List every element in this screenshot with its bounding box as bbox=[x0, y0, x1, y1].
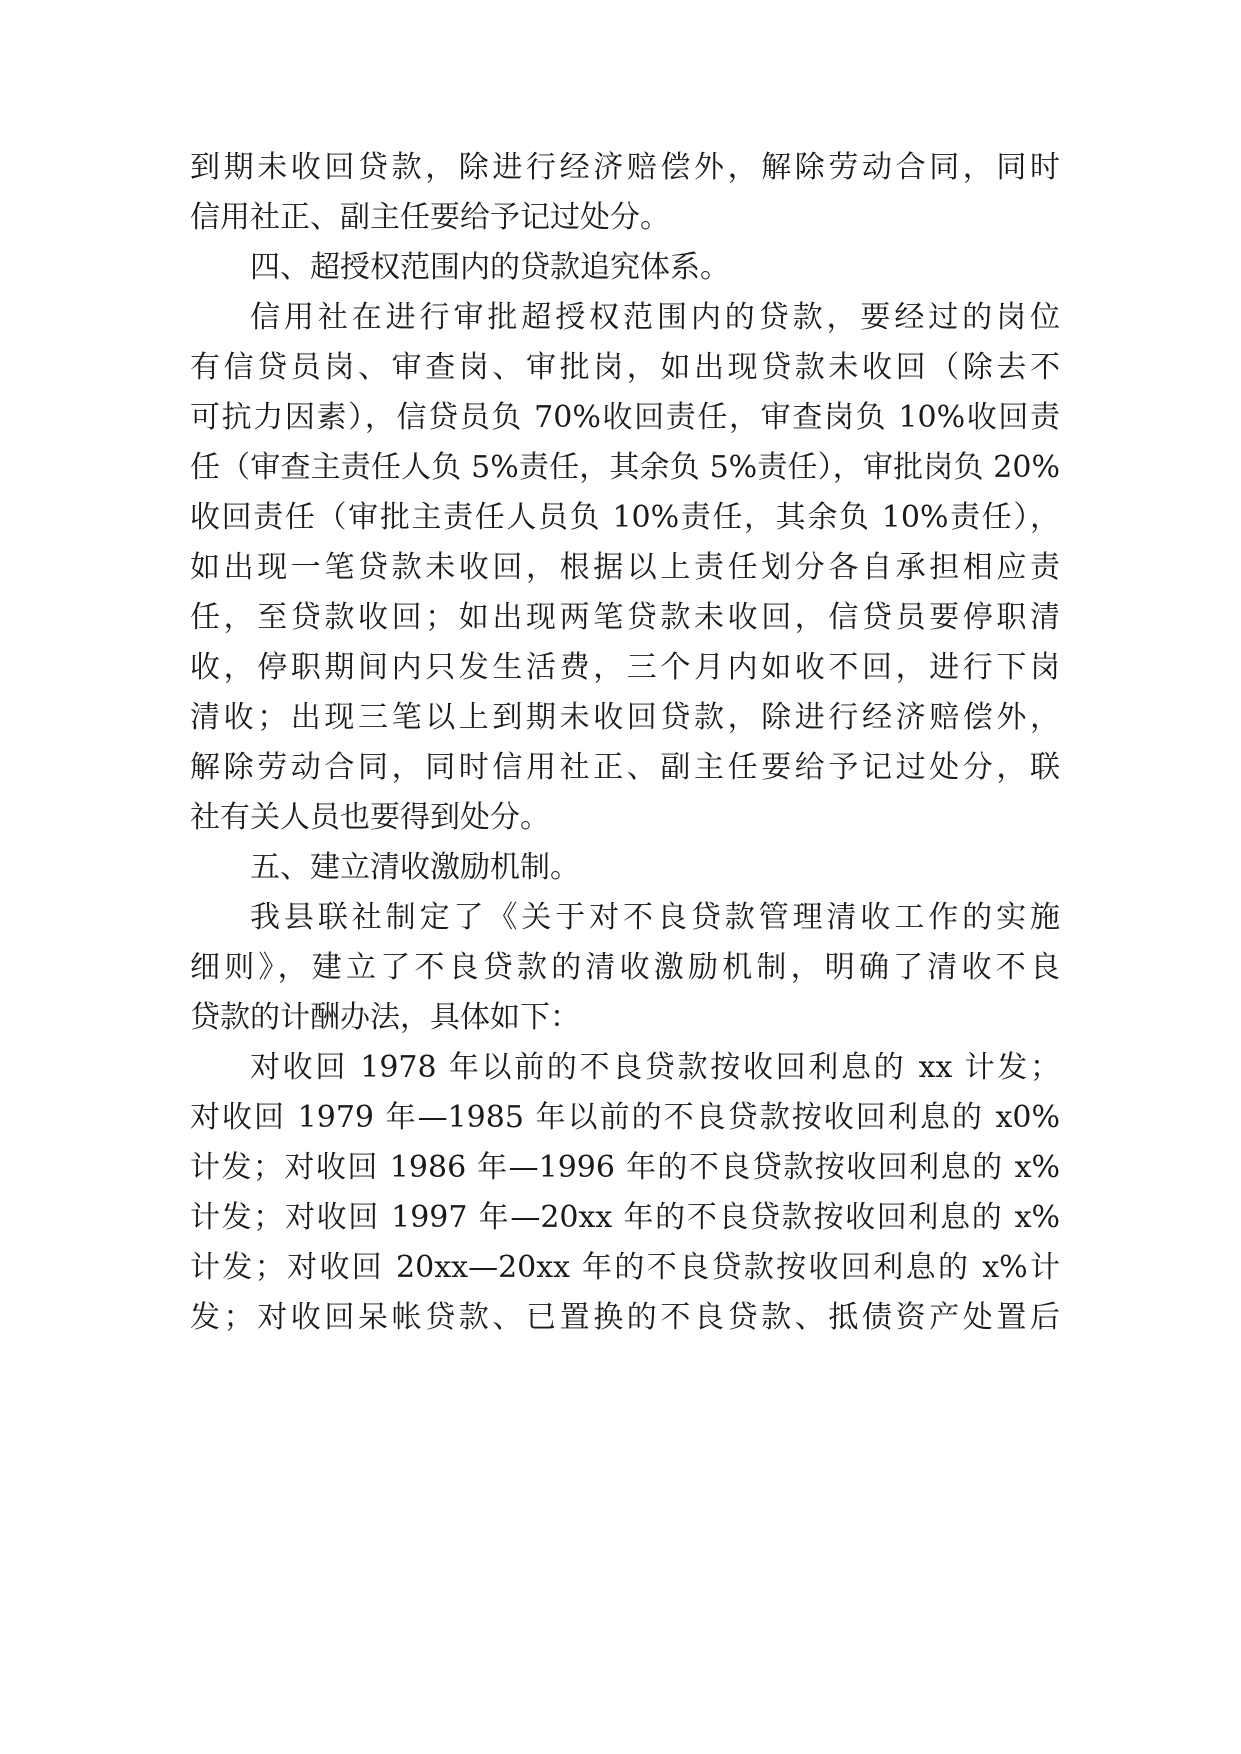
text-line: 可抗力因素），信贷员负 70%收回责任，审查岗负 10%收回责 bbox=[190, 400, 1060, 435]
text-line: 清收；出现三笔以上到期未收回贷款，除进行经济赔偿外， bbox=[190, 700, 1060, 735]
text-line: 信用社在进行审批超授权范围内的贷款，要经过的岗位 bbox=[250, 300, 1060, 335]
text-line: 有信贷员岗、审查岗、审批岗，如出现贷款未收回（除去不 bbox=[190, 350, 1060, 385]
text-line: 贷款的计酬办法，具体如下： bbox=[190, 1000, 580, 1035]
text-line: 解除劳动合同，同时信用社正、副主任要给予记过处分，联 bbox=[190, 750, 1060, 785]
text-line: 我县联社制定了《关于对不良贷款管理清收工作的实施 bbox=[250, 900, 1060, 935]
text-line: 对收回 1978 年以前的不良贷款按收回利息的 xx 计发； bbox=[250, 1050, 1060, 1085]
text-line: 任，至贷款收回；如出现两笔贷款未收回，信贷员要停职清 bbox=[190, 600, 1060, 635]
text-line: 细则》，建立了不良贷款的清收激励机制，明确了清收不良 bbox=[190, 950, 1060, 985]
section-heading: 四、超授权范围内的贷款追究体系。 bbox=[250, 250, 730, 285]
text-line: 如出现一笔贷款未收回，根据以上责任划分各自承担相应责 bbox=[190, 550, 1060, 585]
text-line: 信用社正、副主任要给予记过处分。 bbox=[190, 200, 670, 235]
text-line: 任（审查主责任人负 5%责任，其余负 5%责任），审批岗负 20% bbox=[190, 450, 1060, 485]
text-line: 发；对收回呆帐贷款、已置换的不良贷款、抵债资产处置后 bbox=[190, 1300, 1060, 1335]
text-line: 到期未收回贷款，除进行经济赔偿外，解除劳动合同，同时 bbox=[190, 150, 1060, 185]
text-line: 收回责任（审批主责任人员负 10%责任，其余负 10%责任）， bbox=[190, 500, 1060, 535]
text-line: 计发；对收回 1986 年—1996 年的不良贷款按收回利息的 x% bbox=[190, 1150, 1060, 1185]
text-line: 计发；对收回 1997 年—20xx 年的不良贷款按收回利息的 x% bbox=[190, 1200, 1060, 1235]
text-line: 收，停职期间内只发生活费，三个月内如收不回，进行下岗 bbox=[190, 650, 1060, 685]
section-heading: 五、建立清收激励机制。 bbox=[250, 850, 580, 885]
text-line: 计发；对收回 20xx—20xx 年的不良贷款按收回利息的 x%计 bbox=[190, 1250, 1060, 1285]
text-line: 对收回 1979 年—1985 年以前的不良贷款按收回利息的 x0% bbox=[190, 1100, 1060, 1135]
text-line: 社有关人员也要得到处分。 bbox=[190, 800, 550, 835]
